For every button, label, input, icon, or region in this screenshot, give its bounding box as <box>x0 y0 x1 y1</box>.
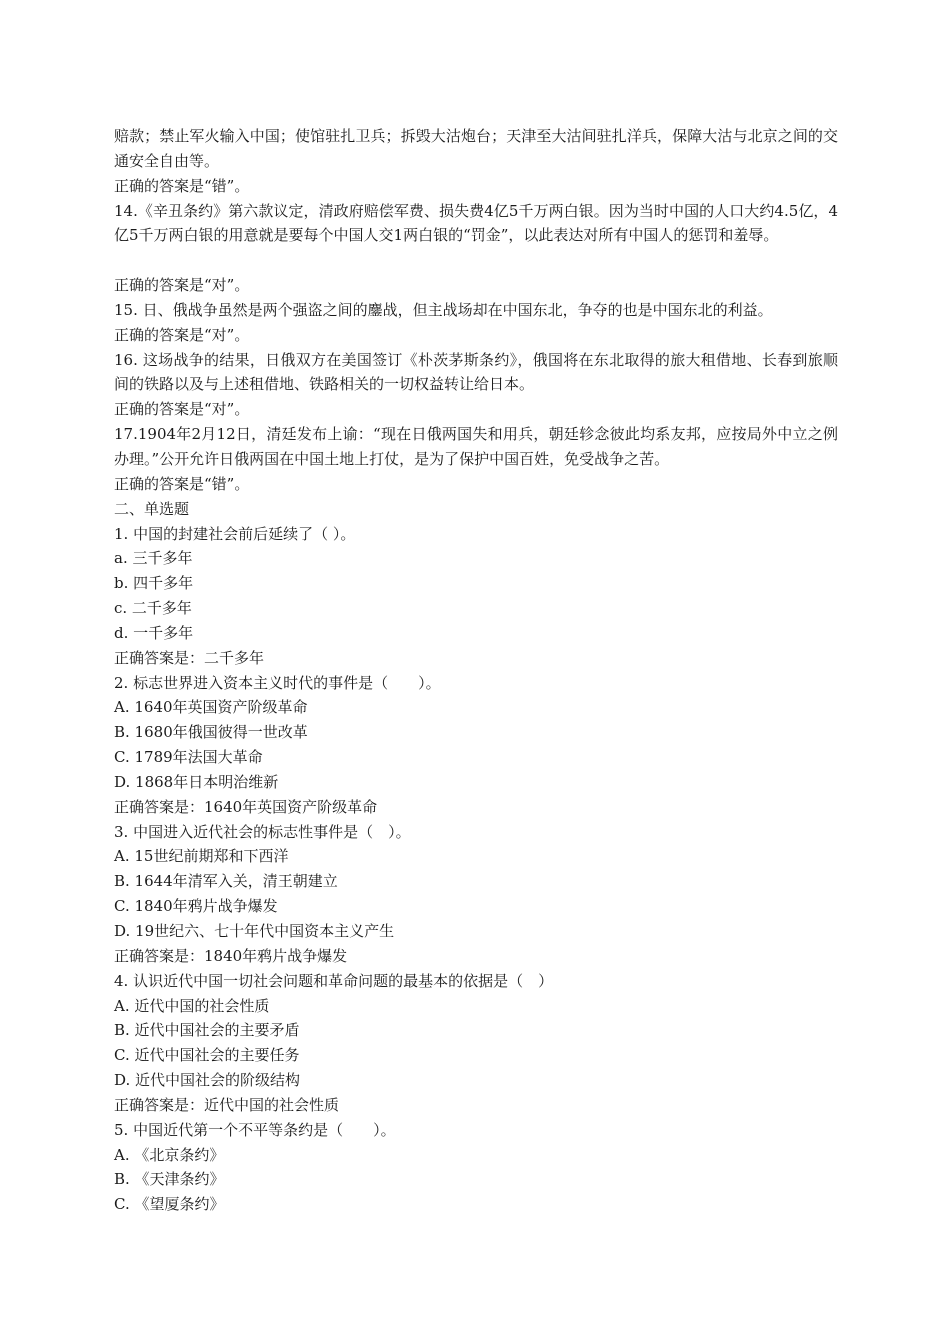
option-line: D. 近代中国社会的阶级结构 <box>114 1071 301 1090</box>
document-page <box>114 124 838 1217</box>
answer-line: 正确答案是：1640年英国资产阶级革命 <box>114 797 378 816</box>
answer-line: 正确答案是：1840年鸦片战争爆发 <box>114 946 348 965</box>
question-16: 16. 这场战争的结果，日俄双方在美国签订《朴茨茅斯条约》，俄国将在东北取得的旅大租借地、长春到旅顺间的铁路以及与上述租借地、铁路相关的一切权益转让给日本。 <box>114 350 838 394</box>
answer-line: 正确的答案是“对”。 <box>114 325 250 344</box>
option-line: d. 一千多年 <box>114 623 194 642</box>
question-2: 2. 标志世界进入资本主义时代的事件是（ ）。 <box>114 673 441 692</box>
option-line: A. 《北京条约》 <box>114 1145 225 1164</box>
question-1: 1. 中国的封建社会前后延续了（ ）。 <box>114 524 356 543</box>
option-line: B. 《天津条约》 <box>114 1170 225 1189</box>
question-15: 15. 日、俄战争虽然是两个强盗之间的鏖战，但主战场却在中国东北，争夺的也是中国东北的利益。 <box>114 300 773 319</box>
answer-line: 正确的答案是“对”。 <box>114 276 250 295</box>
answer-line: 正确的答案是“错”。 <box>114 474 250 493</box>
option-line: C. 1840年鸦片战争爆发 <box>114 897 278 916</box>
option-line: b. 四千多年 <box>114 574 194 593</box>
question-14: 14.《辛丑条约》第六款议定，清政府赔偿军费、损失费4亿5千万两白银。因为当时中国的人口大约4.5亿，4亿5千万两白银的用意就是要每个中国人交1两白银的“罚金”，以此表达对所有中国人的惩罚和羞辱。 <box>114 201 838 245</box>
option-line: A. 1640年英国资产阶级革命 <box>114 698 308 717</box>
question-4: 4. 认识近代中国一切社会问题和革命问题的最基本的依据是（ ） <box>114 971 554 990</box>
answer-line: 正确的答案是“错”。 <box>114 176 250 195</box>
option-line: C. 近代中国社会的主要任务 <box>114 1046 300 1065</box>
option-line: A. 近代中国的社会性质 <box>114 996 270 1015</box>
question-17: 17.1904年2月12日，清廷发布上谕：“现在日俄两国失和用兵，朝廷轸念彼此均系友邦，应按局外中立之例办理。”公开允许日俄两国在中国土地上打仗，是为了保护中国百姓，免受战争之苦。 <box>114 425 838 468</box>
option-line: D. 19世纪六、七十年代中国资本主义产生 <box>114 922 395 941</box>
question-3: 3. 中国进入近代社会的标志性事件是（ ）。 <box>114 822 411 841</box>
paragraph-indemnity-continued: 赔款；禁止军火输入中国；使馆驻扎卫兵；拆毁大沽炮台；天津至大沽间驻扎洋兵，保障大沽与北京之间的交通安全自由等。 <box>114 127 838 170</box>
option-line: A. 15世纪前期郑和下西洋 <box>114 847 289 866</box>
question-5: 5. 中国近代第一个不平等条约是（ ）。 <box>114 1120 396 1139</box>
option-line: C. 1789年法国大革命 <box>114 748 263 767</box>
option-line: C. 《望厦条约》 <box>114 1195 225 1214</box>
option-line: c. 二千多年 <box>114 599 192 618</box>
section-heading-single-choice: 二、单选题 <box>114 499 190 518</box>
answer-line: 正确的答案是“对”。 <box>114 400 250 419</box>
answer-line: 正确答案是：二千多年 <box>114 648 265 667</box>
option-line: B. 1680年俄国彼得一世改革 <box>114 723 308 742</box>
option-line: a. 三千多年 <box>114 549 193 568</box>
option-line: B. 近代中国社会的主要矛盾 <box>114 1021 300 1040</box>
option-line: D. 1868年日本明治维新 <box>114 772 279 791</box>
option-line: B. 1644年清军入关，清王朝建立 <box>114 872 338 891</box>
answer-line: 正确答案是：近代中国的社会性质 <box>114 1095 340 1114</box>
